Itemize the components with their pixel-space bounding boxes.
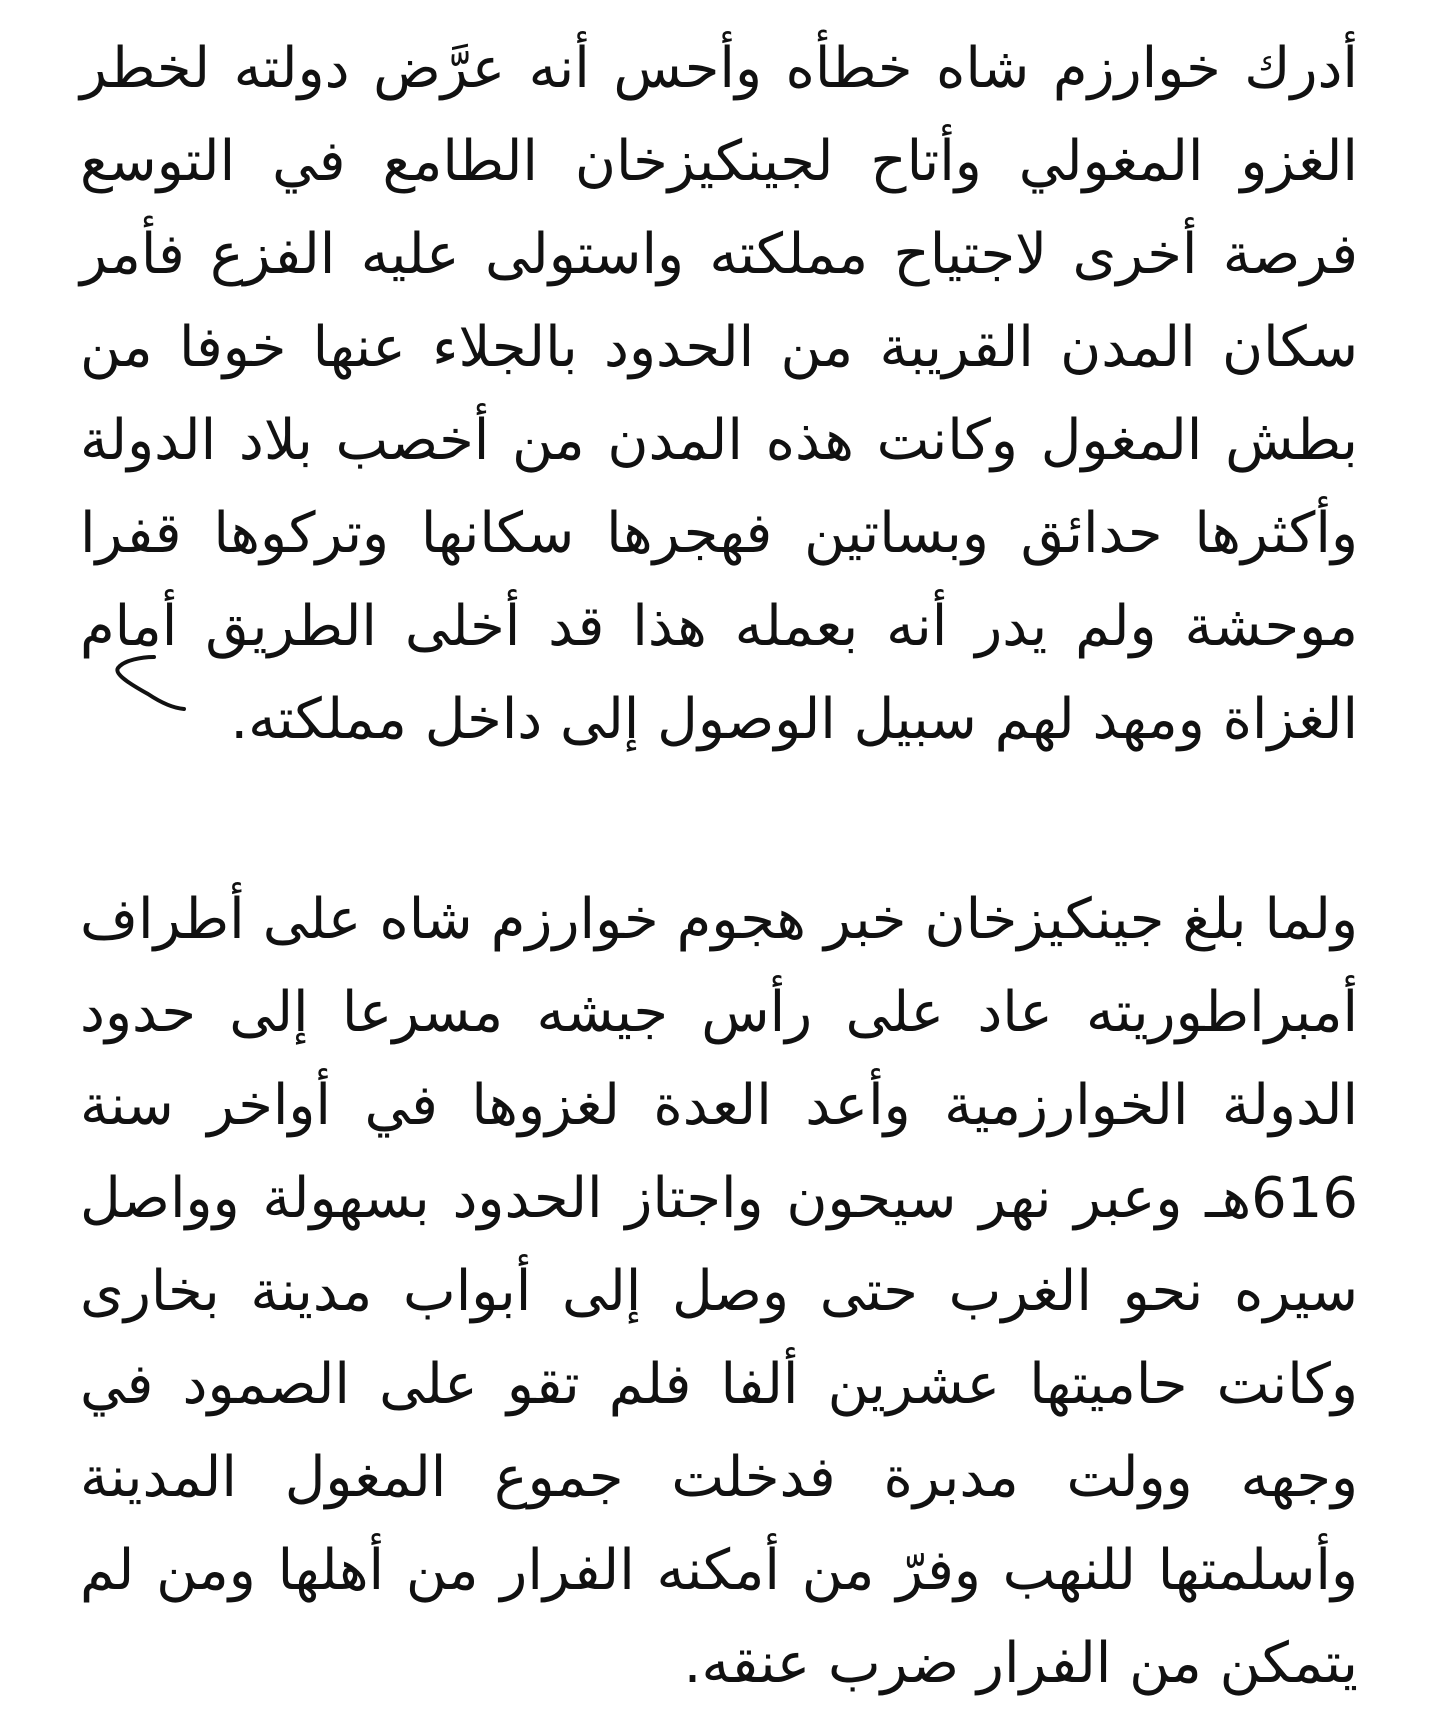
paragraph-line: أمبراطوريته عاد على رأس جيشه مسرعا إلى حدود [80,980,1358,1045]
paragraph-line: وأكثرها حدائق وبساتين فهجرها سكانها وتركوها قفرا [80,501,1358,566]
paragraph-line: بطش المغول وكانت هذه المدن من أخصب بلاد الدولة [80,408,1358,473]
paragraph-line: 616هـ وعبر نهر سيحون واجتاز الحدود بسهولة وواصل [80,1166,1358,1231]
document-page [80,22,1358,1710]
paragraph-line: الغزو المغولي وأتاح لجينكيزخان الطامع في التوسع [80,129,1358,194]
paragraph-line: يتمكن من الفرار ضرب عنقه. [683,1631,1358,1696]
paragraph-line: موحشة ولم يدر أنه بعمله هذا قد أخلى الطريق أمام [80,594,1358,659]
paragraph-line: وكانت حاميتها عشرين ألفا فلم تقو على الصمود في [80,1352,1358,1417]
paragraph-1 [80,22,1358,766]
paragraph-2 [80,873,1358,1710]
paragraph-gap [80,766,1358,873]
paragraph-line: الدولة الخوارزمية وأعد العدة لغزوها في أواخر سنة [80,1073,1358,1138]
paragraph-line: الغزاة ومهد لهم سبيل الوصول إلى داخل مملكته. [230,687,1358,752]
paragraph-line: سيره نحو الغرب حتى وصل إلى أبواب مدينة بخارى [80,1259,1358,1324]
paragraph-line: وأسلمتها للنهب وفرّ من أمكنه الفرار من أهلها ومن لم [80,1538,1358,1603]
paragraph-line: سكان المدن القريبة من الحدود بالجلاء عنها خوفا من [80,315,1358,380]
paragraph-line: أدرك خوارزم شاه خطأه وأحس أنه عرَّض دولته لخطر [80,36,1358,101]
paragraph-line: وجهه وولت مدبرة فدخلت جموع المغول المدينة [80,1445,1358,1510]
handwritten-curve-icon [112,652,192,712]
paragraph-line: ولما بلغ جينكيزخان خبر هجوم خوارزم شاه على أطراف [80,887,1358,952]
paragraph-line: فرصة أخرى لاجتياح مملكته واستولى عليه الفزع فأمر [80,222,1358,287]
